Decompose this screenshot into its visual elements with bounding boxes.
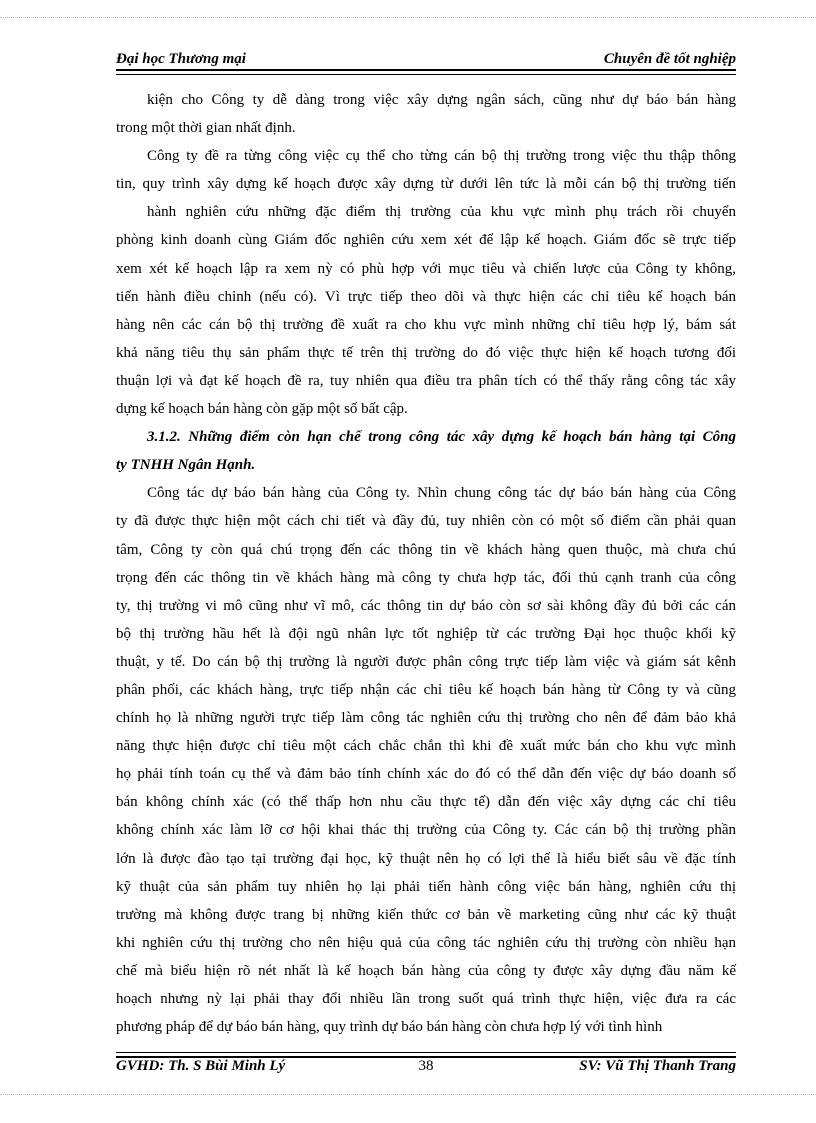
- paragraph-line: khi nghiên cứu thị trường cho nên hiệu quả của công tác nghiên cứu thị trường còn nhiều hạn: [116, 934, 736, 951]
- page-footer: [116, 1058, 736, 1078]
- header-university: Đại học Thương mại: [116, 51, 246, 67]
- paragraph-line: hành nghiên cứu những đặc điểm thị trường của khu vực mình phụ trách rồi chuyển: [147, 204, 736, 221]
- paragraph-line: bán không chính xác (có thể thấp hơn nhu cầu thực tế) dẫn đến việc xây dựng các chỉ tiêu: [116, 794, 736, 811]
- paragraph-line: bộ thị trường hầu hết là đội ngũ nhân lực tốt nghiệp từ các trường Đại học thuộc khối kỹ: [116, 625, 736, 642]
- paragraph-line: tiến hành điều chỉnh (nếu có). Vì trực tiếp theo dõi và thực hiện các chỉ tiêu kế hoạch bán: [116, 288, 736, 305]
- header-document-type: Chuyên đề tốt nghiệp: [603, 51, 736, 67]
- paragraph-line: xem xét kế hoạch lập ra xem nỳ có phù hợp với mục tiêu và chiến lược của Công ty không,: [116, 260, 736, 277]
- paragraph-line: chính họ là những người trực tiếp làm công tác nghiên cứu thị trường cho nên để đảm bảo khả: [116, 710, 736, 727]
- paragraph-line: thuận lợi và đạt kế hoạch đề ra, tuy nhiên qua điều tra phân tích có thể thấy rằng công tác xây: [116, 372, 736, 389]
- page-header: [116, 51, 736, 69]
- paragraph-line: dựng kế hoạch bán hàng còn gặp một số bất cập.: [116, 401, 408, 418]
- paragraph-line: họ phải tính toán cụ thể và đảm bảo tính chính xác do đó có thể dẫn đến việc dự báo doanh số: [116, 766, 736, 783]
- paragraph-line: không chính xác làm lỡ cơ hội khai thác thị trường của Công ty. Các cán bộ thị trường phần: [116, 822, 736, 839]
- paragraph-line: phương pháp để dự báo bán hàng, quy trình dự báo bán hàng còn chưa hợp lý với tình hình: [116, 1019, 663, 1036]
- paragraph-line: phòng kinh doanh cùng Giám đốc nghiên cứu xem xét để lập kế hoạch. Giám đốc sẽ trực tiếp: [116, 232, 736, 249]
- page-number: 38: [418, 1058, 434, 1074]
- paragraph-line: kiện cho Công ty dễ dàng trong việc xây dựng ngân sách, cũng như dự báo bán hàng: [147, 92, 736, 108]
- paragraph-line: ty, thị trường vi mô cũng như vĩ mô, các thông tin dự báo còn sơ sài không đầy đủ bởi các cán: [116, 597, 736, 614]
- paragraph-line: hoạch nhưng nỳ lại phải thay đổi nhiều lần trong suốt quá trình thực hiện, việc đưa ra các: [116, 991, 736, 1007]
- document-body: [116, 86, 736, 1041]
- paragraph-line: ty đã được thực hiện một cách chi tiết và đầy đủ, tuy nhiên còn có một số điểm cần phải quan: [116, 513, 736, 530]
- paragraph-line: chế mà biểu hiện rõ nét nhất là kế hoạch bán hàng của công ty được xây dựng đầu năm kế: [116, 962, 736, 979]
- paragraph-line: lớn là được đào tạo tại trường đại học, kỹ thuật nên họ có lợi thế là hiểu biết sâu về đặc tính: [116, 850, 736, 867]
- paragraph-line: tâm, Công ty còn quá chú trọng đến các thông tin về khách hàng quen thuộc, mà chưa chú: [116, 541, 736, 558]
- paragraph-line: trường mà không được trang bị những kiến thức cơ bản về marketing cũng như các kỹ thuật: [116, 906, 736, 923]
- page-bottom-border: [0, 1094, 816, 1095]
- paragraph-line: tin, quy trình xây dựng kế hoạch được xây dựng từ dưới lên tức là mỗi cán bộ thị trường tiến: [116, 176, 736, 193]
- paragraph-line: trọng đến các thông tin về khách hàng mà công ty chưa hợp tác, đối thủ cạnh tranh của công: [116, 569, 736, 586]
- paragraph-line: Công ty đề ra từng công việc cụ thể cho từng cán bộ thị trường trong việc thu thập thông: [147, 148, 736, 165]
- paragraph-line: năng thực hiện được chỉ tiêu một cách chắc chắn thì khi đề xuất mức bán cho khu vực mình: [116, 738, 736, 755]
- paragraph-line: Công tác dự báo bán hàng của Công ty. Nhìn chung công tác dự báo bán hàng của Công: [147, 485, 736, 502]
- paragraph-line: trong một thời gian nhất định.: [116, 120, 296, 137]
- paragraph-line: khả năng tiêu thụ sản phẩm thực tế trên thị trường do đó việc thực hiện kế hoạch tương đối: [116, 344, 736, 361]
- section-heading-line: 3.1.2. Những điểm còn hạn chế trong công tác xây dựng kế hoạch bán hàng tại Công: [147, 429, 736, 446]
- header-rule: [116, 69, 736, 75]
- paragraph-line: thuật, y tế. Do cán bộ thị trường là người được phân công trực tiếp làm việc và giám sát kênh: [116, 653, 736, 670]
- paragraph-line: phân phối, các khách hàng, trực tiếp nhận các chỉ tiêu kế hoạch bán hàng từ Công ty và cũng: [116, 681, 736, 698]
- paragraph-line: hàng nên các cán bộ thị trường đề xuất ra cho khu vực mình những chỉ tiêu hợp lý, bám sát: [116, 316, 736, 333]
- page-top-border: [0, 17, 816, 18]
- section-heading-line: ty TNHH Ngân Hạnh.: [116, 457, 256, 474]
- paragraph-line: kỹ thuật của sản phẩm tuy nhiên họ lại phải tiến hành công việc bán hàng, nghiên cứu thị: [116, 878, 736, 895]
- footer-supervisor: GVHD: Th. S Bùi Minh Lý: [116, 1058, 286, 1074]
- footer-student: SV: Vũ Thị Thanh Trang: [579, 1058, 736, 1074]
